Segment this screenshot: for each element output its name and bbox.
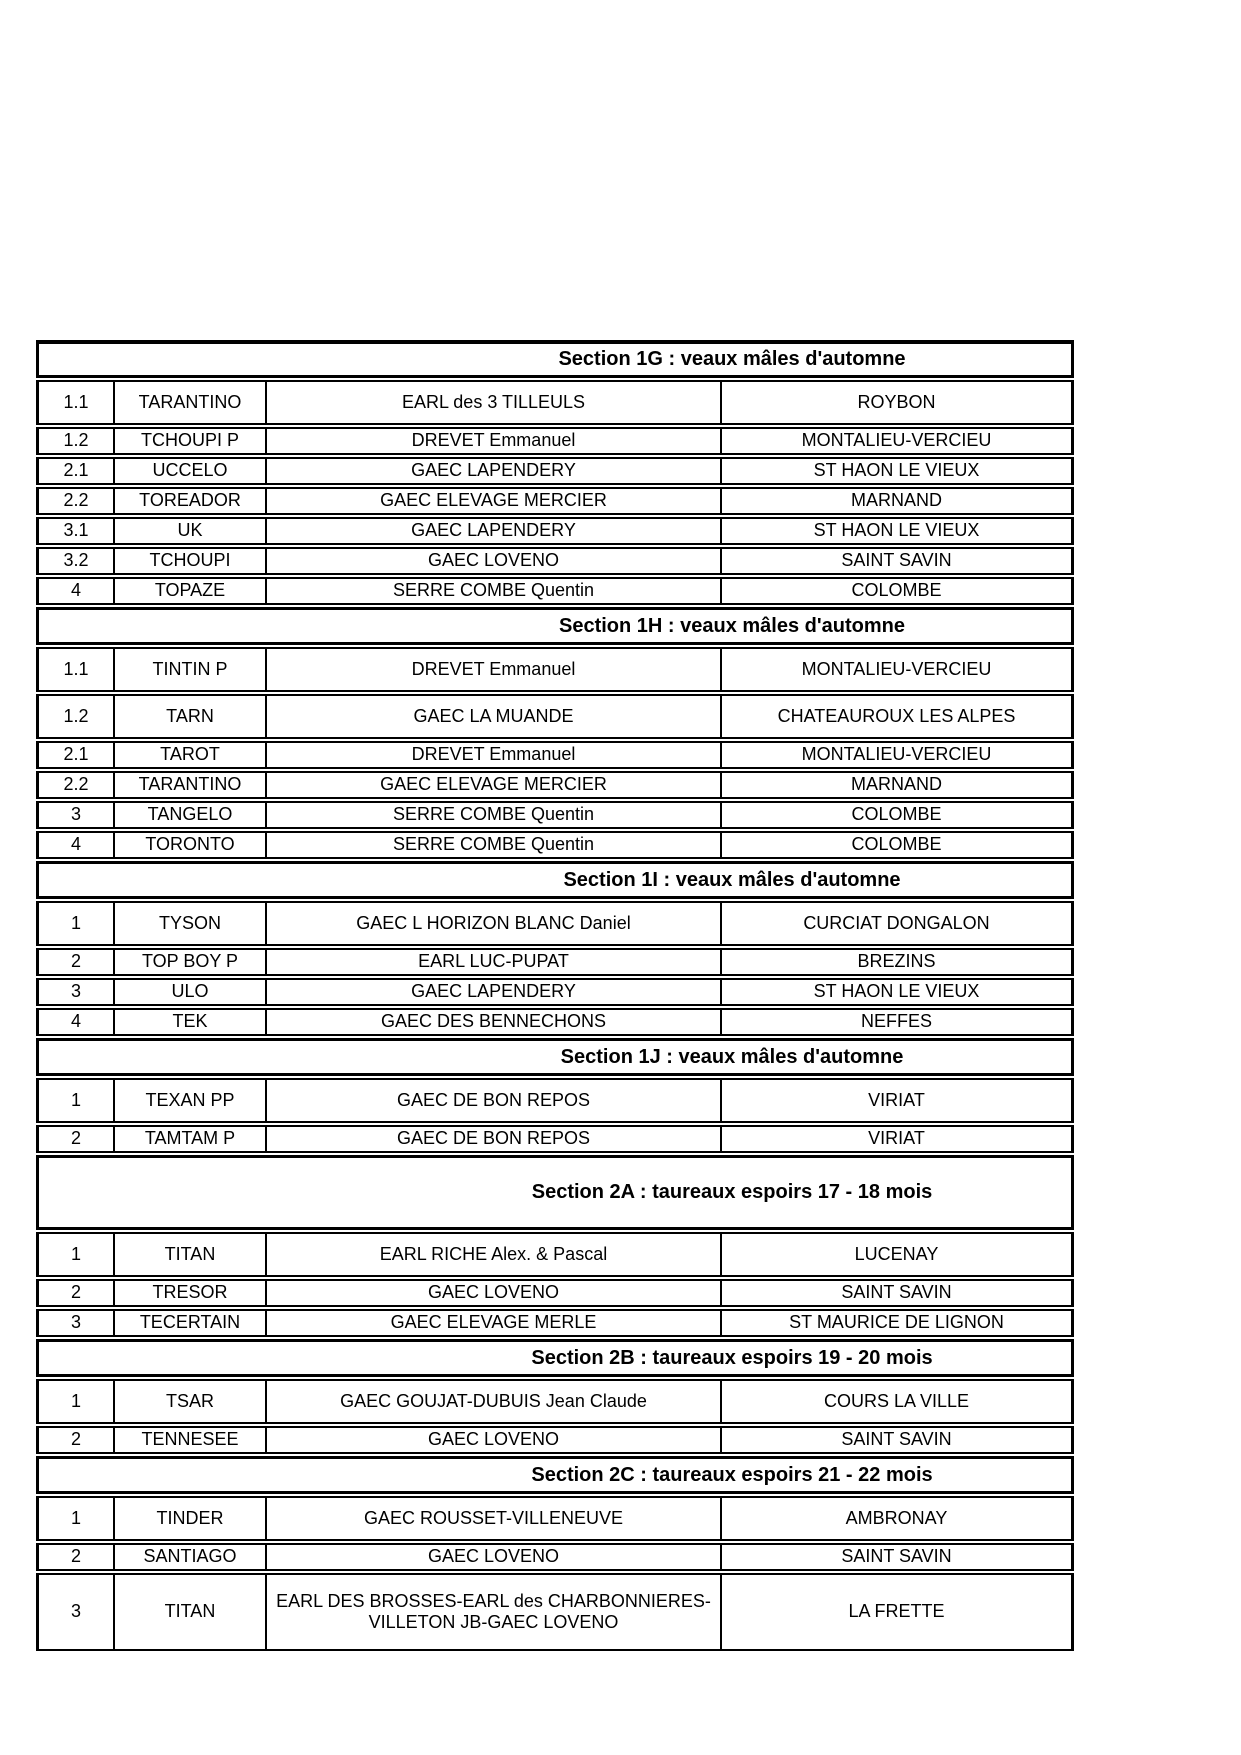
table-row [36,741,1074,769]
table-row [36,1426,1074,1454]
commune-cell: SAINT SAVIN [841,550,952,571]
catalog-number-cell: 3 [39,803,115,827]
animal-name-cell: TOP BOY P [115,950,267,974]
commune-cell: ST HAON LE VIEUX [813,981,980,1002]
commune-cell: COLOMBE [851,834,942,855]
animal-name-cell: UK [115,519,267,543]
section-title: Section 1G : veaux mâles d'automne [558,348,906,370]
table-row [36,1008,1074,1036]
animal-name-cell: TITAN [115,1575,267,1649]
table-row [36,487,1074,515]
commune-cell: LA FRETTE [848,1601,945,1622]
table-row [36,901,1074,946]
commune-cell: ST HAON LE VIEUX [813,460,980,481]
section-header [36,861,1074,899]
table-row [36,1125,1074,1153]
table-row [36,1496,1074,1541]
breeder-cell: GAEC ELEVAGE MERCIER [267,773,722,797]
commune-cell: SAINT SAVIN [841,1429,952,1450]
breeder-cell: EARL RICHE Alex. & Pascal [267,1234,722,1275]
table-row [36,547,1074,575]
animal-name-cell: TEXAN PP [115,1080,267,1121]
breeder-cell: GAEC LAPENDERY [267,519,722,543]
catalog-number-cell: 1.2 [39,696,115,737]
catalog-table [36,340,1074,1651]
table-row [36,1573,1074,1651]
animal-name-cell: TSAR [115,1381,267,1422]
breeder-cell: EARL des 3 TILLEULS [267,382,722,423]
breeder-cell: GAEC LOVENO [267,1428,722,1452]
catalog-number-cell: 1 [39,1080,115,1121]
table-row [36,1279,1074,1307]
catalog-number-cell: 2.1 [39,743,115,767]
animal-name-cell: TANGELO [115,803,267,827]
table-row [36,1379,1074,1424]
breeder-cell: GAEC L HORIZON BLANC Daniel [267,903,722,944]
table-row [36,694,1074,739]
breeder-cell: GAEC DE BON REPOS [267,1127,722,1151]
commune-cell: COLOMBE [851,580,942,601]
animal-name-cell: TAROT [115,743,267,767]
breeder-cell: GAEC ROUSSET-VILLENEUVE [267,1498,722,1539]
breeder-cell: GAEC LA MUANDE [267,696,722,737]
breeder-cell: GAEC LOVENO [267,1281,722,1305]
catalog-number-cell: 2 [39,1545,115,1569]
catalog-number-cell: 4 [39,579,115,603]
breeder-cell: DREVET Emmanuel [267,649,722,690]
catalog-number-cell: 2 [39,1281,115,1305]
commune-cell: ST MAURICE DE LIGNON [789,1312,1004,1333]
animal-name-cell: TARN [115,696,267,737]
breeder-cell: GAEC LAPENDERY [267,980,722,1004]
breeder-cell: GAEC GOUJAT-DUBUIS Jean Claude [267,1381,722,1422]
animal-name-cell: TYSON [115,903,267,944]
section-header [36,607,1074,645]
section-title: Section 1I : veaux mâles d'automne [563,868,901,891]
breeder-cell: SERRE COMBE Quentin [267,803,722,827]
catalog-number-cell: 2 [39,950,115,974]
catalog-number-cell: 1 [39,1498,115,1539]
breeder-cell: DREVET Emmanuel [267,429,722,453]
section-header [36,1155,1074,1230]
animal-name-cell: SANTIAGO [115,1545,267,1569]
commune-cell: MARNAND [850,774,942,795]
commune-cell: VIRIAT [868,1089,925,1110]
section-title: Section 2A : taureaux espoirs 17 - 18 mois [531,1181,933,1203]
catalog-number-cell: 1 [39,903,115,944]
animal-name-cell: TORONTO [115,833,267,857]
breeder-cell: GAEC ELEVAGE MERLE [267,1311,722,1335]
animal-name-cell: TEK [115,1010,267,1034]
commune-cell: MONTALIEU-VERCIEU [801,430,992,451]
commune-cell: SAINT SAVIN [841,1546,952,1567]
table-row [36,771,1074,799]
commune-cell: NEFFES [860,1011,932,1032]
catalog-number-cell: 2.2 [39,773,115,797]
table-row [36,457,1074,485]
commune-cell: CURCIAT DONGALON [803,912,990,933]
commune-cell: MONTALIEU-VERCIEU [801,744,992,765]
commune-cell: LUCENAY [854,1243,939,1264]
breeder-cell: SERRE COMBE Quentin [267,579,722,603]
commune-cell: BREZINS [857,951,936,972]
section-title: Section 1H : veaux mâles d'automne [559,614,905,637]
table-row [36,831,1074,859]
breeder-cell: GAEC DE BON REPOS [267,1080,722,1121]
catalog-number-cell: 3 [39,1311,115,1335]
catalog-number-cell: 4 [39,833,115,857]
catalog-number-cell: 1.1 [39,649,115,690]
table-row [36,1309,1074,1337]
breeder-cell: GAEC LOVENO [267,549,722,573]
commune-cell: MARNAND [850,490,942,511]
commune-cell: SAINT SAVIN [841,1282,952,1303]
table-row [36,948,1074,976]
breeder-cell: GAEC LAPENDERY [267,459,722,483]
table-row [36,978,1074,1006]
table-row [36,380,1074,425]
commune-cell: COLOMBE [851,804,942,825]
breeder-cell: DREVET Emmanuel [267,743,722,767]
animal-name-cell: TCHOUPI [115,549,267,573]
catalog-number-cell: 1.2 [39,429,115,453]
breeder-cell: GAEC ELEVAGE MERCIER [267,489,722,513]
table-row [36,1543,1074,1571]
animal-name-cell: TRESOR [115,1281,267,1305]
animal-name-cell: TCHOUPI P [115,429,267,453]
section-header [36,1456,1074,1494]
breeder-cell: GAEC DES BENNECHONS [267,1010,722,1034]
catalog-number-cell: 2.2 [39,489,115,513]
commune-cell: ST HAON LE VIEUX [813,520,980,541]
animal-name-cell: TINTIN P [115,649,267,690]
table-row [36,427,1074,455]
catalog-number-cell: 2 [39,1428,115,1452]
animal-name-cell: TINDER [115,1498,267,1539]
catalog-number-cell: 2 [39,1127,115,1151]
animal-name-cell: TECERTAIN [115,1311,267,1335]
section-title: Section 2C : taureaux espoirs 21 - 22 mois [531,1463,933,1486]
catalog-number-cell: 3 [39,1575,115,1649]
table-row [36,647,1074,692]
animal-name-cell: TARANTINO [115,773,267,797]
animal-name-cell: TENNESEE [115,1428,267,1452]
commune-cell: COURS LA VILLE [823,1390,970,1411]
catalog-number-cell: 4 [39,1010,115,1034]
catalog-number-cell: 3.2 [39,549,115,573]
section-header [36,340,1074,378]
commune-cell: MONTALIEU-VERCIEU [801,658,992,679]
section-title: Section 1J : veaux mâles d'automne [560,1045,904,1068]
commune-cell: CHATEAUROUX LES ALPES [777,705,1016,726]
animal-name-cell: TAMTAM P [115,1127,267,1151]
catalog-number-cell: 2.1 [39,459,115,483]
breeder-cell: EARL LUC-PUPAT [267,950,722,974]
catalog-number-cell: 1.1 [39,382,115,423]
table-row [36,1232,1074,1277]
commune-cell: AMBRONAY [845,1507,948,1528]
animal-name-cell: TITAN [115,1234,267,1275]
table-row [36,1078,1074,1123]
animal-name-cell: UCCELO [115,459,267,483]
commune-cell: VIRIAT [868,1128,925,1149]
section-header [36,1038,1074,1076]
section-header [36,1339,1074,1377]
animal-name-cell: TOPAZE [115,579,267,603]
catalog-number-cell: 1 [39,1234,115,1275]
catalog-number-cell: 3 [39,980,115,1004]
animal-name-cell: TOREADOR [115,489,267,513]
catalog-number-cell: 1 [39,1381,115,1422]
section-title: Section 2B : taureaux espoirs 19 - 20 mois [531,1346,933,1369]
animal-name-cell: TARANTINO [115,382,267,423]
commune-cell: ROYBON [857,391,936,412]
animal-name-cell: ULO [115,980,267,1004]
table-row [36,517,1074,545]
catalog-number-cell: 3.1 [39,519,115,543]
breeder-cell: GAEC LOVENO [267,1545,722,1569]
table-row [36,801,1074,829]
table-row [36,577,1074,605]
breeder-cell: SERRE COMBE Quentin [267,833,722,857]
breeder-cell: EARL DES BROSSES-EARL des CHARBONNIERES-VILLETON JB-GAEC LOVENO [267,1575,722,1649]
